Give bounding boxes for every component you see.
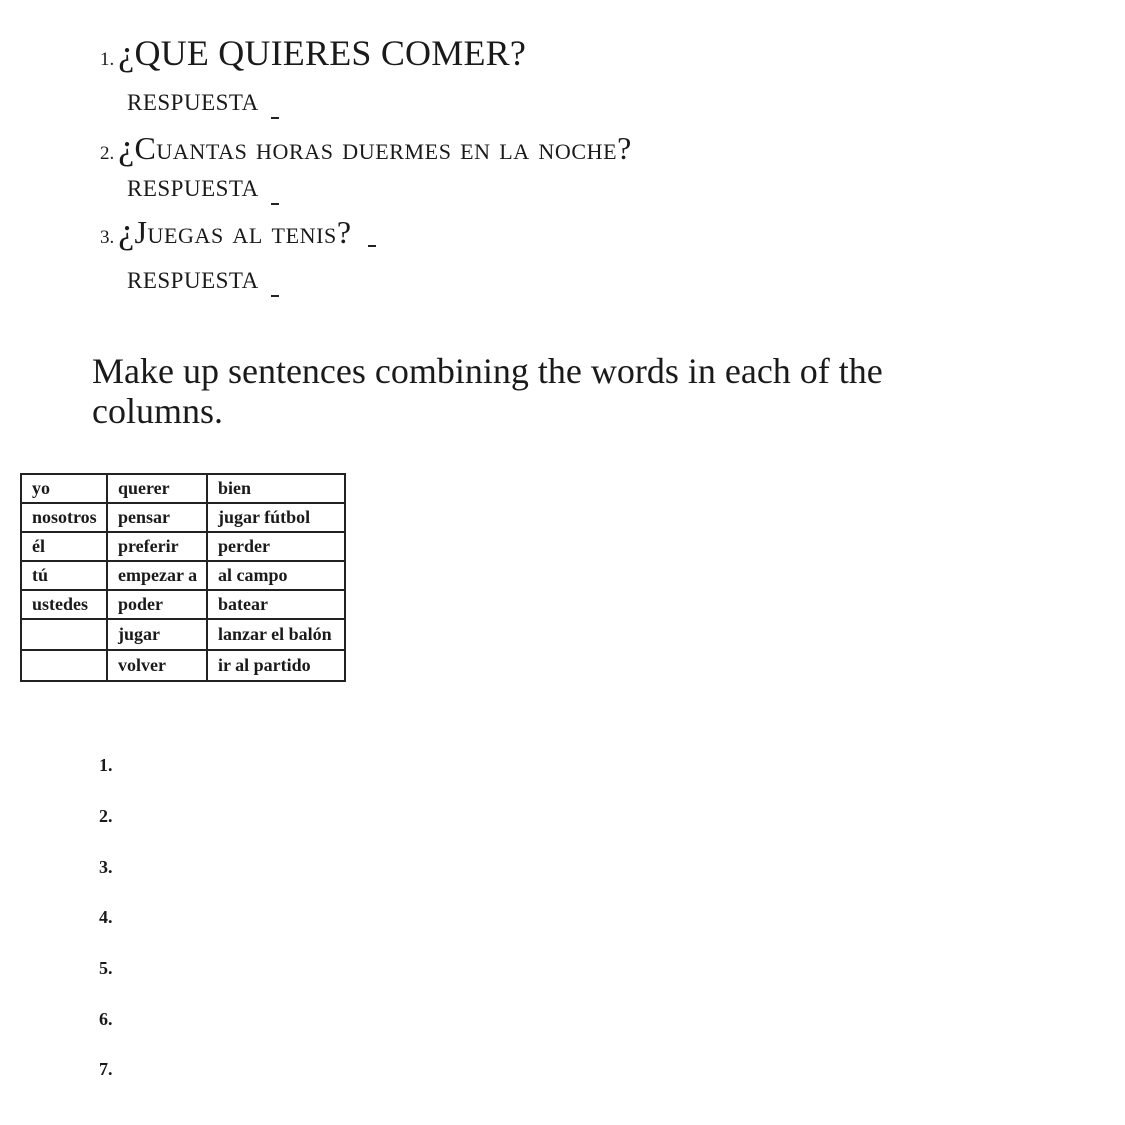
table-cell-complement: batear (207, 590, 345, 619)
sentence-line-2: 2. (99, 806, 113, 826)
question-1 (100, 32, 526, 74)
table-row (21, 590, 345, 619)
sentence-line-7: 7. (99, 1059, 113, 1079)
table-cell-complement: ir al partido (207, 650, 345, 681)
table-row (21, 474, 345, 503)
table-row (21, 503, 345, 532)
table-cell-subject: tú (21, 561, 107, 590)
table-row (21, 532, 345, 561)
question-3-inverted-mark: ¿ (118, 211, 135, 251)
table-cell-verb: poder (107, 590, 207, 619)
question-1-text: QUE QUIERES COMER? (134, 33, 527, 73)
question-1-inverted-mark: ¿ (118, 33, 135, 73)
answer-1-label: RESPUESTA (127, 90, 259, 115)
answer-2 (127, 176, 279, 205)
table-cell-subject (21, 619, 107, 650)
table-cell-complement: bien (207, 474, 345, 503)
table-cell-subject: nosotros (21, 503, 107, 532)
sentence-line-6: 6. (99, 1009, 113, 1029)
answer-3-label: RESPUESTA (127, 268, 259, 293)
table-cell-verb: querer (107, 474, 207, 503)
answer-1-blank[interactable] (271, 117, 279, 119)
answer-3-blank[interactable] (271, 295, 279, 297)
question-3-blank[interactable] (368, 245, 376, 247)
answer-3 (127, 268, 279, 297)
table-cell-verb: jugar (107, 619, 207, 650)
table-cell-verb: preferir (107, 532, 207, 561)
sentence-line-1: 1. (99, 755, 113, 775)
table-cell-verb: empezar a (107, 561, 207, 590)
question-2-number: 2. (100, 143, 115, 164)
table-cell-complement: al campo (207, 561, 345, 590)
sentence-line-4: 4. (99, 907, 113, 927)
word-table (20, 473, 346, 682)
table-row (21, 650, 345, 681)
question-3-text: Juegas al tenis? (134, 214, 352, 250)
table-row (21, 619, 345, 650)
answer-2-blank[interactable] (271, 203, 279, 205)
question-1-number: 1. (100, 49, 115, 70)
table-cell-complement: lanzar el balón (207, 619, 345, 650)
table-cell-verb: pensar (107, 503, 207, 532)
question-3 (100, 210, 376, 252)
table-cell-subject: ustedes (21, 590, 107, 619)
table-row (21, 561, 345, 590)
question-2 (100, 126, 632, 168)
table-cell-complement: perder (207, 532, 345, 561)
table-cell-verb: volver (107, 650, 207, 681)
answer-2-label: RESPUESTA (127, 176, 259, 201)
instructions: Make up sentences combining the words in each of the columns. (92, 351, 883, 431)
table-cell-subject: él (21, 532, 107, 561)
sentence-line-3: 3. (99, 857, 113, 877)
sentence-line-5: 5. (99, 958, 113, 978)
question-2-text: Cuantas horas duermes en la noche? (134, 130, 632, 166)
table-cell-subject (21, 650, 107, 681)
question-2-inverted-mark: ¿ (118, 127, 135, 167)
question-3-number: 3. (100, 227, 115, 248)
table-cell-subject: yo (21, 474, 107, 503)
table-cell-complement: jugar fútbol (207, 503, 345, 532)
answer-1 (127, 90, 279, 119)
